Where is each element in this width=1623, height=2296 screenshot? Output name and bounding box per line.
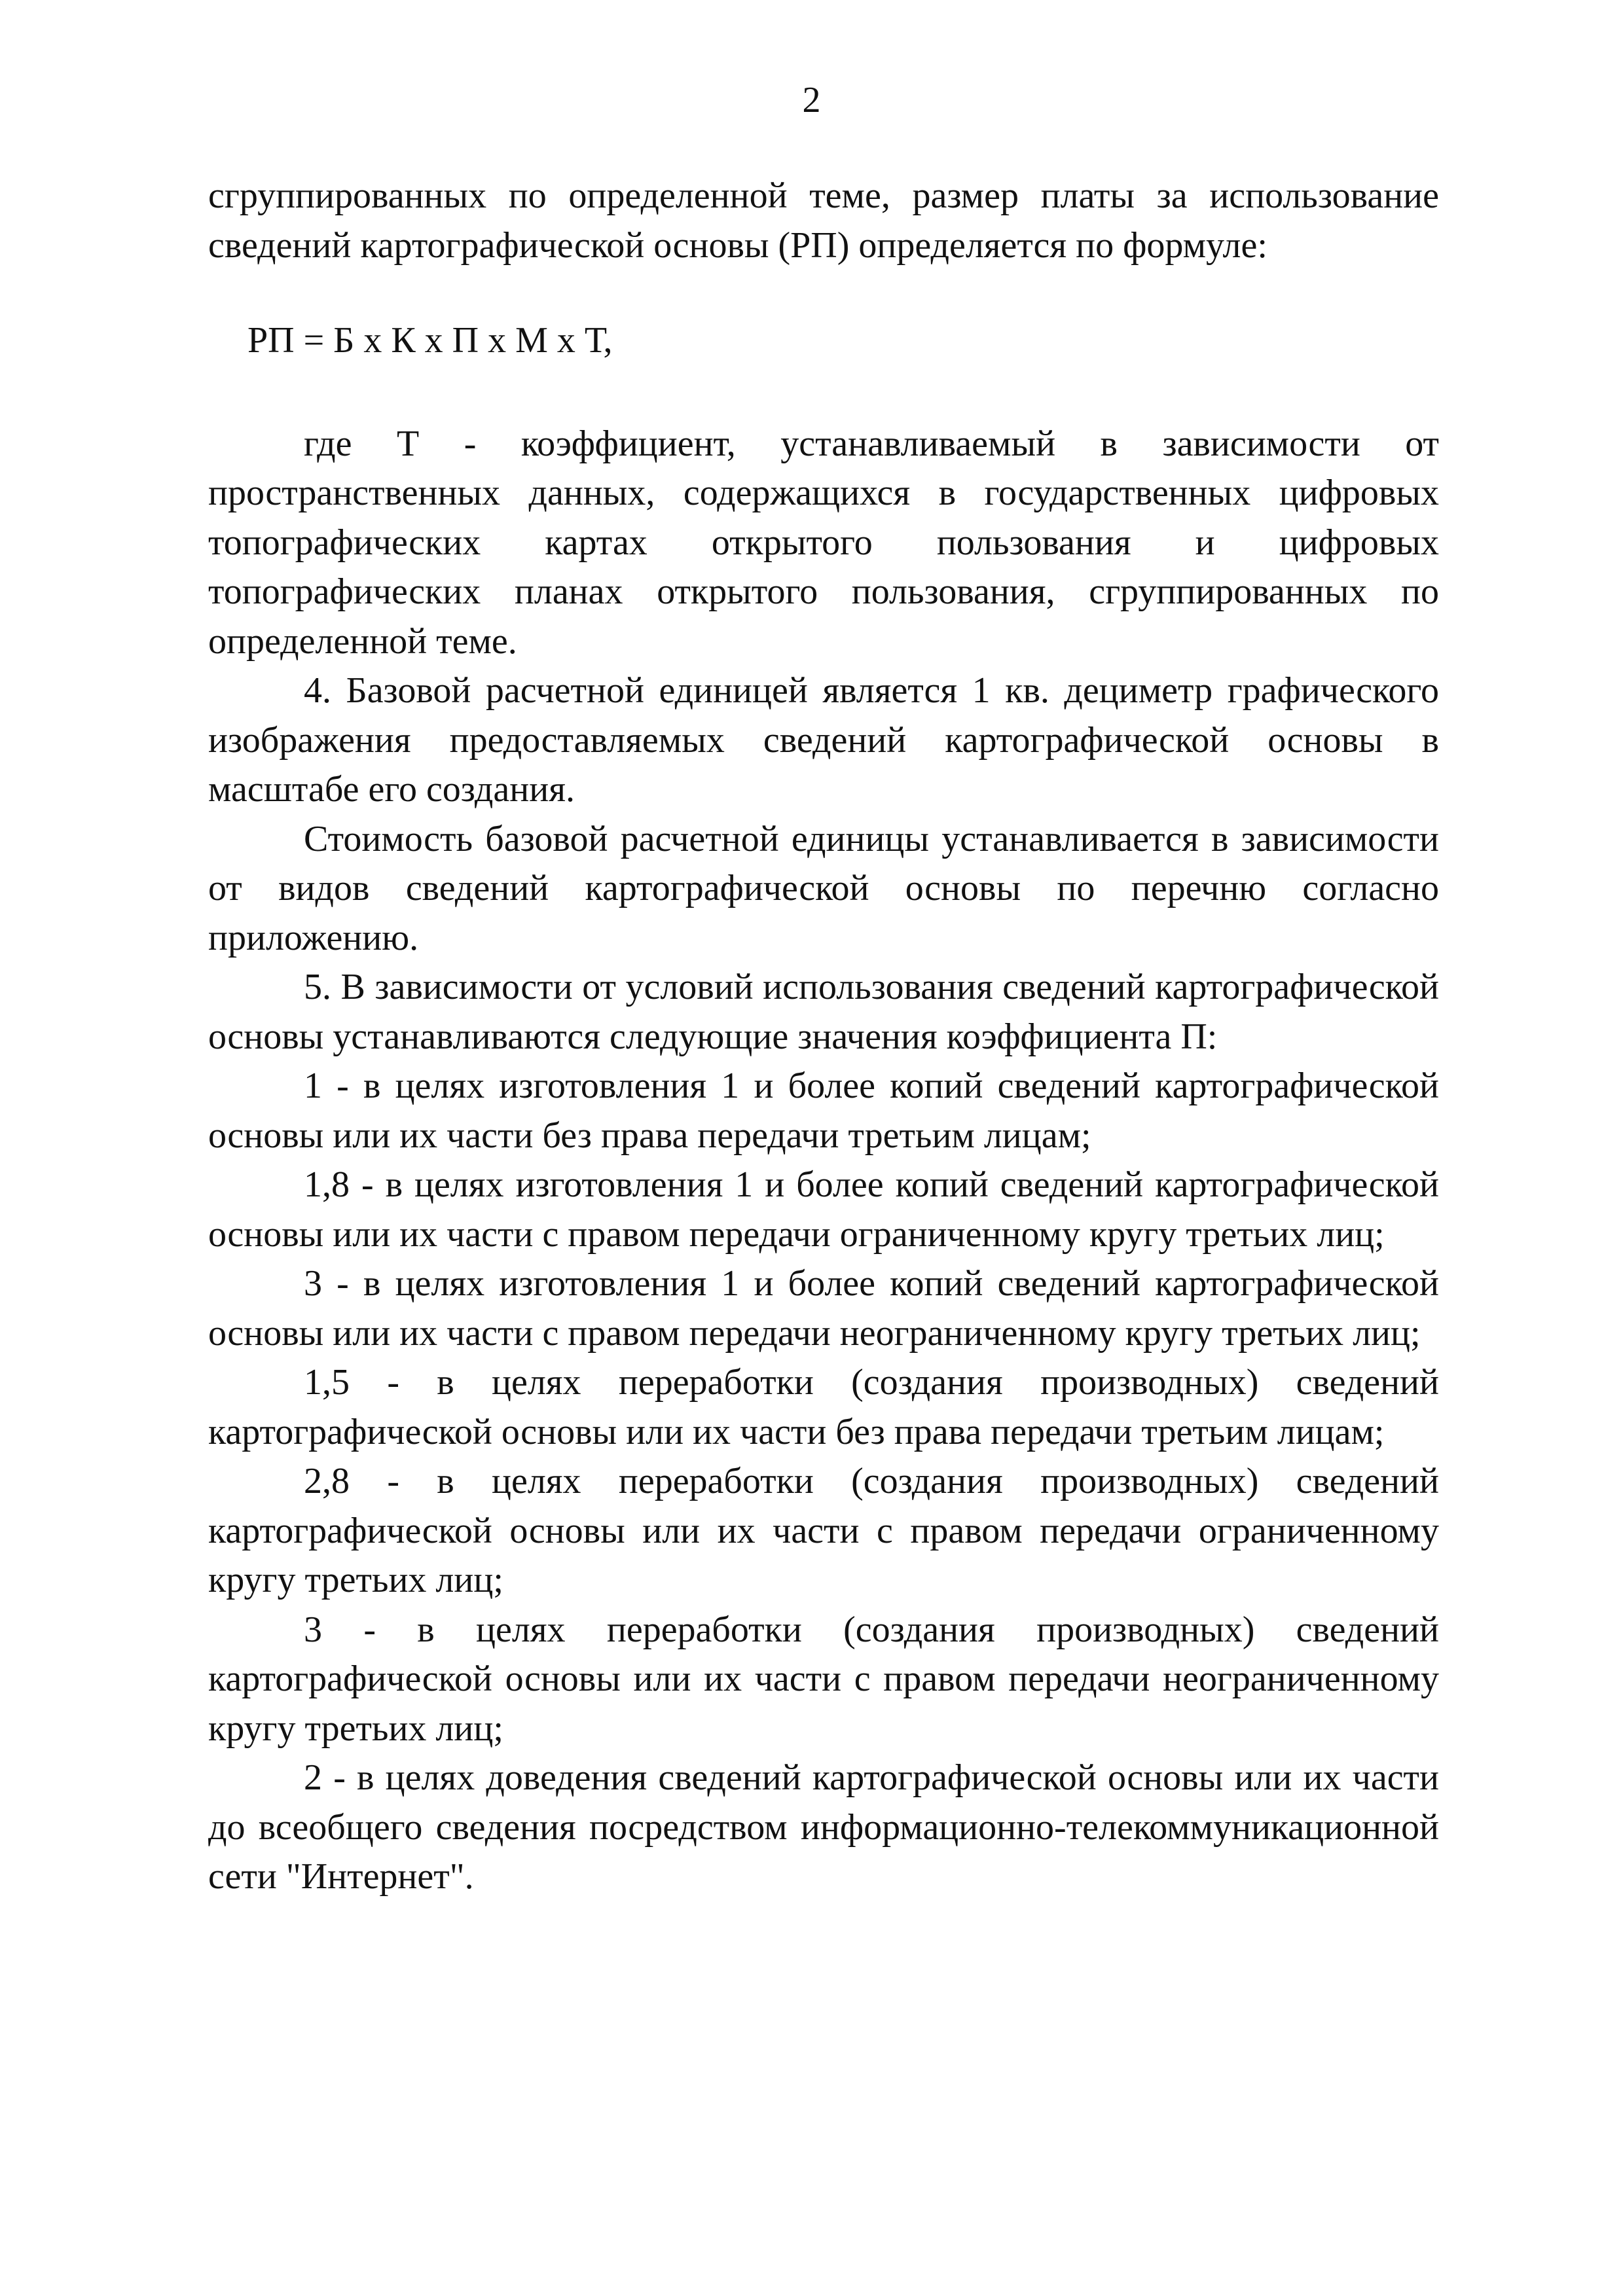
paragraph-coefficient-t: где Т - коэффициент, устанавливаемый в зависимости от пространственных данных, содержащихся в государственных цифровых топографических картах открытого пользования и цифровых топографических планах открытого пользования, сгруппированных по определенной теме. bbox=[208, 423, 1439, 662]
paragraph-continuation: сгруппированных по определенной теме, размер платы за использование сведений картографической основы (РП) определяется по формуле: bbox=[208, 175, 1439, 266]
list-item-coefficient: 1 - в целях изготовления 1 и более копий сведений картографической основы или их части без права передачи третьим лицам; bbox=[208, 1066, 1439, 1156]
list-item-coefficient: 3 - в целях изготовления 1 и более копий сведений картографической основы или их части с правом передачи неограниченному кругу третьих лиц; bbox=[208, 1263, 1439, 1354]
paragraph-item-5: 5. В зависимости от условий использования сведений картографической основы устанавливаются следующие значения коэффициента П: bbox=[208, 967, 1439, 1057]
list-item-coefficient: 2 - в целях доведения сведений картографической основы или их части до всеобщего сведения посредством информационно-телекоммуникационной сети "Интернет". bbox=[208, 1757, 1439, 1897]
list-item-coefficient: 1,5 - в целях переработки (создания производных) сведений картографической основы или их части без права передачи третьим лицам; bbox=[208, 1362, 1439, 1452]
paragraph-item-4: 4. Базовой расчетной единицей является 1 кв. дециметр графического изображения предоставляемых сведений картографической основы в масштабе его создания. bbox=[208, 670, 1439, 810]
page-number: 2 bbox=[802, 80, 821, 120]
list-item-coefficient: 3 - в целях переработки (создания производных) сведений картографической основы или их части с правом передачи неограниченному кругу третьих лиц; bbox=[208, 1609, 1439, 1749]
list-item-coefficient: 2,8 - в целях переработки (создания производных) сведений картографической основы или их части с правом передачи ограниченному кругу третьих лиц; bbox=[208, 1461, 1439, 1600]
paragraph-base-unit-cost: Стоимость базовой расчетной единицы устанавливается в зависимости от видов сведений картографической основы по перечню согласно приложению. bbox=[208, 818, 1439, 958]
formula: РП = Б х К х П х М х Т, bbox=[247, 320, 613, 361]
list-item-coefficient: 1,8 - в целях изготовления 1 и более копий сведений картографической основы или их части с правом передачи ограниченному кругу третьих лиц; bbox=[208, 1164, 1439, 1255]
document-body bbox=[208, 171, 1439, 1902]
